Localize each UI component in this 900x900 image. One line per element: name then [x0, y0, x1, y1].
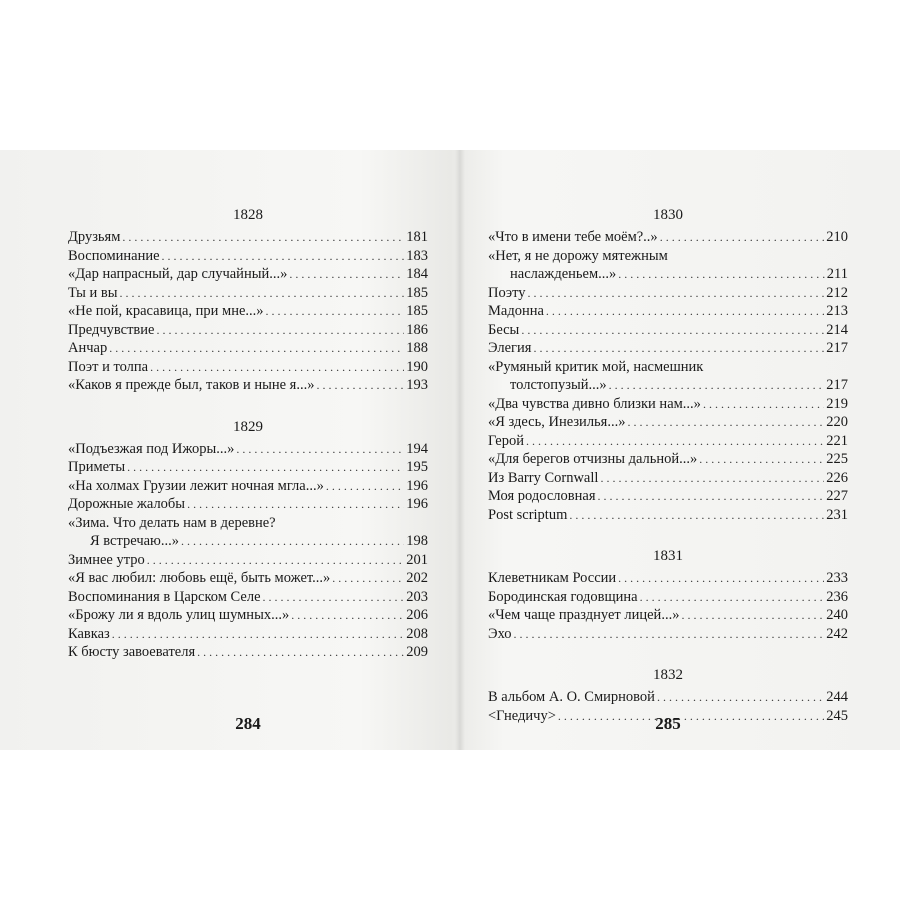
year-heading: 1829 — [233, 418, 263, 435]
toc-entry-title: Предчувствие — [68, 321, 155, 338]
toc-entry-page: 193 — [406, 377, 428, 393]
toc-entry-title: Элегия — [488, 340, 532, 356]
dot-leader — [187, 495, 404, 514]
dot-leader — [657, 688, 824, 707]
toc-entry — [68, 339, 428, 358]
right-page-contents — [488, 205, 848, 725]
toc-entry-title: «Я здесь, Инезилья...» — [488, 414, 626, 430]
toc-entry-title: «Каков я прежде был, таков и ныне я...» — [68, 377, 315, 393]
toc-entry-page: 226 — [826, 469, 848, 486]
toc-entry — [68, 228, 428, 247]
toc-entry-page: 188 — [406, 340, 428, 356]
toc-entry-title: «Что в имени тебе моём?..» — [488, 229, 658, 245]
toc-entry — [488, 302, 848, 321]
dot-leader — [119, 284, 404, 303]
toc-entry-title: толстопузый...» — [510, 377, 607, 393]
dot-leader — [291, 606, 404, 625]
toc-entry — [488, 321, 848, 340]
toc-entry — [488, 606, 848, 625]
toc-entry-title: «На холмах Грузии лежит ночная мгла...» — [68, 477, 324, 494]
toc-entry-page: 213 — [826, 303, 848, 319]
year-heading: 1832 — [653, 667, 683, 683]
section-gap — [488, 643, 848, 665]
toc-entry-title: «Подъезжая под Ижоры...» — [68, 440, 235, 457]
dot-leader — [660, 228, 825, 247]
toc-entry — [68, 606, 428, 625]
toc-entry-title: Герой — [488, 432, 524, 449]
toc-entry-page: 206 — [406, 607, 428, 623]
toc-entry — [68, 458, 428, 477]
toc-entry-page: 220 — [826, 414, 848, 430]
toc-entry-page: 214 — [826, 321, 848, 338]
toc-entry-page: 240 — [826, 607, 848, 623]
toc-entry — [68, 358, 428, 377]
toc-entry-page: 184 — [406, 266, 428, 282]
toc-entry-page: 217 — [826, 340, 848, 356]
dot-leader — [316, 376, 404, 395]
toc-entry — [68, 376, 428, 395]
toc-entry-title: Зимнее утро — [68, 551, 145, 568]
dot-leader — [569, 506, 824, 525]
dot-leader — [521, 321, 824, 340]
toc-entry — [68, 440, 428, 459]
toc-entry-page: 196 — [406, 477, 428, 494]
toc-entry-title: Эхо — [488, 625, 512, 642]
toc-entry — [488, 469, 848, 488]
dot-leader — [640, 588, 825, 607]
left-page-number: 284 — [235, 714, 261, 733]
dot-leader — [112, 625, 404, 644]
toc-entry — [488, 284, 848, 303]
toc-entry — [488, 228, 848, 247]
toc-entry-page: 190 — [406, 358, 428, 375]
toc-entry-title: Бесы — [488, 321, 520, 338]
toc-entry-first-line: «Румяный критик мой, насмешник — [488, 358, 704, 375]
toc-entry-title: Ты и вы — [68, 284, 118, 301]
toc-entry-first-line: «Зима. Что делать нам в деревне? — [68, 514, 276, 531]
year-heading: 1831 — [653, 548, 683, 564]
toc-entry — [68, 569, 428, 588]
toc-entry-title: Я встречаю...» — [90, 533, 180, 549]
toc-entry-title: К бюсту завоевателя — [68, 644, 196, 660]
dot-leader — [127, 458, 404, 477]
dot-leader — [332, 569, 404, 588]
toc-entry-title: «Брожу ли я вдоль улиц шумных...» — [68, 607, 290, 623]
toc-entry — [488, 339, 848, 358]
toc-entry-page: 233 — [826, 570, 848, 586]
toc-entry — [488, 450, 848, 469]
toc-entry-page: 209 — [406, 644, 428, 660]
toc-entry-page: 221 — [826, 432, 848, 449]
toc-entry-page: 198 — [406, 533, 428, 549]
toc-entry-title: <Гнедичу> — [488, 707, 556, 724]
toc-entry-page: 195 — [406, 459, 428, 475]
toc-entry — [68, 265, 428, 284]
dot-leader — [326, 477, 404, 496]
dot-leader — [236, 440, 404, 459]
toc-entry-first-line: «Нет, я не дорожу мятежным — [488, 247, 668, 264]
dot-leader — [289, 265, 404, 284]
toc-entry-page: 227 — [826, 488, 848, 504]
toc-entry — [68, 643, 428, 662]
toc-entry-title: Приметы — [68, 459, 126, 475]
toc-entry-page: 244 — [826, 689, 848, 705]
toc-entry-title: Мадонна — [488, 303, 544, 319]
dot-leader — [156, 321, 404, 340]
year-heading: 1830 — [653, 207, 683, 223]
toc-entry-title: Клеветникам России — [488, 570, 617, 586]
toc-entry-title: Дорожные жалобы — [68, 496, 186, 512]
toc-entry-page: 211 — [826, 266, 848, 282]
toc-entry-title: «Я вас любил: любовь ещё, быть может...» — [68, 570, 331, 586]
toc-entry-title: В альбом А. О. Смирновой — [488, 689, 655, 705]
toc-entry — [488, 588, 848, 607]
right-page-number: 285 — [655, 714, 681, 733]
dot-leader — [181, 532, 404, 551]
dot-leader — [699, 450, 824, 469]
toc-entry-page: 185 — [406, 284, 428, 301]
dot-leader — [162, 247, 405, 266]
toc-entry — [68, 284, 428, 303]
dot-leader — [266, 302, 405, 321]
year-heading: 1828 — [233, 207, 263, 223]
toc-entry — [68, 321, 428, 340]
toc-entry — [68, 495, 428, 514]
toc-entry-title: «Дар напрасный, дар случайный...» — [68, 266, 288, 282]
toc-entry-title: Post scriptum — [488, 506, 568, 523]
toc-entry-page: 245 — [826, 707, 848, 724]
dot-leader — [263, 588, 405, 607]
toc-entry-title: Бородинская годовщина — [488, 588, 638, 605]
dot-leader — [150, 358, 404, 377]
dot-leader — [528, 284, 825, 303]
dot-leader — [618, 265, 825, 284]
toc-entry — [488, 432, 848, 451]
toc-entry — [68, 477, 428, 496]
dot-leader — [533, 339, 824, 358]
dot-leader — [514, 625, 825, 644]
dot-leader — [618, 569, 824, 588]
toc-entry-page: 217 — [826, 377, 848, 393]
toc-entry-page: 203 — [406, 588, 428, 605]
toc-entry — [68, 625, 428, 644]
toc-entry-page: 219 — [826, 395, 848, 412]
toc-entry-page: 202 — [406, 570, 428, 586]
toc-entry-title: Воспоминания в Царском Селе — [68, 588, 261, 605]
toc-entry — [68, 302, 428, 321]
left-page-contents — [68, 205, 428, 662]
toc-entry-title: Воспоминание — [68, 247, 160, 264]
toc-entry-page: 194 — [406, 440, 428, 457]
dot-leader — [598, 487, 825, 506]
dot-leader — [703, 395, 824, 414]
toc-entry-title: Поэту — [488, 284, 526, 301]
toc-entry-title: Из Barry Cornwall — [488, 469, 599, 486]
toc-entry-page: 196 — [406, 496, 428, 512]
toc-entry-page: 181 — [406, 229, 428, 245]
toc-entry — [68, 247, 428, 266]
toc-entry — [488, 569, 848, 588]
toc-entry-title: Поэт и толпа — [68, 358, 149, 375]
dot-leader — [681, 606, 824, 625]
toc-entry-page: 183 — [406, 247, 428, 264]
toc-entry-page: 242 — [826, 625, 848, 642]
toc-entry — [68, 532, 428, 551]
toc-entry-page: 236 — [826, 588, 848, 605]
toc-entry — [68, 588, 428, 607]
toc-entry-title: Моя родословная — [488, 488, 596, 504]
toc-entry-page: 186 — [406, 321, 428, 338]
dot-leader — [600, 469, 824, 488]
toc-entry-page: 225 — [826, 451, 848, 467]
toc-entry-page: 208 — [406, 625, 428, 642]
toc-entry — [488, 688, 848, 707]
dot-leader — [109, 339, 404, 358]
toc-entry-title: «Чем чаще празднует лицей...» — [488, 607, 680, 623]
toc-entry — [488, 376, 848, 395]
dot-leader — [627, 413, 824, 432]
toc-entry-title: наслажденьем...» — [510, 266, 617, 282]
book-gutter — [455, 150, 465, 750]
toc-entry — [488, 625, 848, 644]
toc-entry-page: 212 — [826, 284, 848, 301]
dot-leader — [546, 302, 824, 321]
section-gap — [488, 524, 848, 546]
toc-entry — [488, 265, 848, 284]
toc-entry — [488, 487, 848, 506]
toc-entry — [488, 395, 848, 414]
toc-entry-title: Анчар — [68, 340, 108, 356]
toc-entry — [488, 506, 848, 525]
toc-entry-page: 210 — [826, 229, 848, 245]
dot-leader — [122, 228, 404, 247]
toc-entry — [68, 551, 428, 570]
toc-entry-title: Друзьям — [68, 229, 121, 245]
toc-entry-title: Кавказ — [68, 625, 110, 642]
toc-entry-page: 201 — [406, 551, 428, 568]
section-gap — [68, 395, 428, 417]
toc-entry-page: 231 — [826, 506, 848, 523]
toc-entry-title: «Для берегов отчизны дальной...» — [488, 451, 698, 467]
toc-entry-page: 185 — [406, 303, 428, 319]
dot-leader — [609, 376, 825, 395]
dot-leader — [147, 551, 405, 570]
toc-entry-title: «Два чувства дивно близки нам...» — [488, 395, 701, 412]
toc-entry — [488, 413, 848, 432]
dot-leader — [526, 432, 824, 451]
dot-leader — [197, 643, 404, 662]
toc-entry-title: «Не пой, красавица, при мне...» — [68, 303, 264, 319]
